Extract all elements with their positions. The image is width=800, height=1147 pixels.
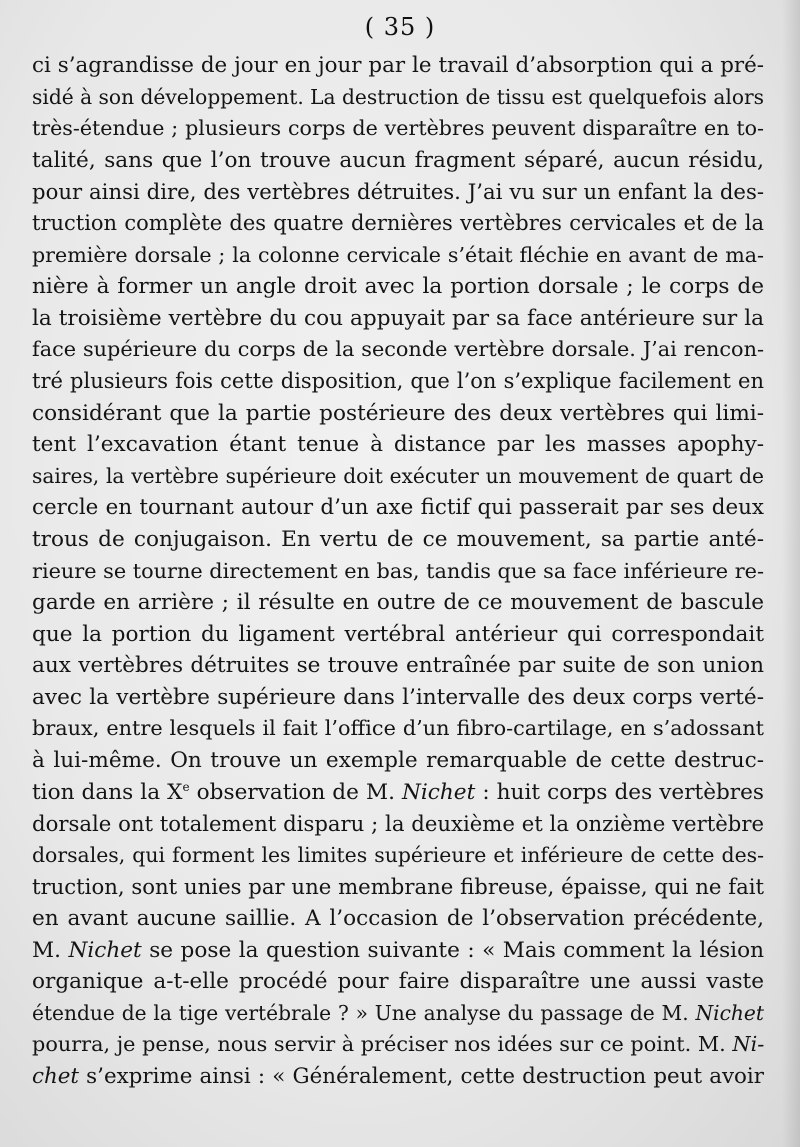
text-line: [32, 334, 764, 366]
text-line: [32, 966, 764, 998]
text-segment: M.: [32, 937, 69, 963]
text-segment: tion dans la X: [32, 779, 183, 805]
text-line: [32, 745, 764, 777]
italic-name: chet: [32, 1064, 80, 1089]
text-line: [32, 303, 764, 335]
text-line: [32, 808, 764, 840]
italic-name: Nichet: [695, 1000, 764, 1025]
text-segment: tent l’excavation étant tenue à distance par les masses apophy-: [32, 432, 764, 458]
text-line: [32, 587, 764, 619]
text-line: [32, 998, 764, 1030]
text-line: [32, 113, 764, 145]
text-line: [32, 682, 764, 714]
text-segment: trous de conjugaison. En vertu de ce mouvement, sa partie anté-: [32, 526, 764, 552]
superscript: e: [182, 779, 190, 794]
text-line: [32, 208, 764, 240]
text-line: [32, 713, 764, 745]
text-segment: tré plusieurs fois cette disposition, que l’on s’explique facilement en: [32, 368, 764, 393]
text-line: [32, 871, 764, 903]
text-segment: cercle en tournant autour d’un axe fictif qui passerait par ses deux: [32, 495, 764, 521]
text-segment: sidé à son développement. La destruction de tissu est quelquefois alors: [32, 84, 764, 109]
text-line: [32, 240, 764, 272]
text-segment: dorsales, qui forment les limites supérieure et inférieure de cette des-: [32, 842, 764, 867]
text-line: [32, 777, 764, 809]
italic-name: Nichet: [68, 937, 142, 963]
text-line: [32, 556, 764, 588]
text-segment: talité, sans que l’on trouve aucun fragment séparé, aucun résidu,: [32, 147, 764, 173]
text-line: [32, 429, 764, 461]
text-segment: organique a-t-elle procédé pour faire disparaître une aussi vaste: [32, 969, 764, 995]
text-segment: garde en arrière ; il résulte en outre de ce mouvement de bascule: [32, 590, 764, 616]
text-line: [32, 176, 764, 208]
text-segment: considérant que la partie postérieure des deux vertèbres qui limi-: [32, 400, 764, 426]
text-segment: aux vertèbres détruites se trouve entraînée par suite de son union: [32, 653, 764, 679]
text-segment: à lui-même. On trouve un exemple remarquable de cette destruc-: [32, 748, 764, 774]
text-segment: observation de M.: [189, 779, 402, 805]
text-line: [32, 366, 764, 398]
text-segment: très-étendue ; plusieurs corps de vertèbres peuvent disparaître en to-: [32, 116, 764, 141]
text-line: [32, 271, 764, 303]
text-segment: première dorsale ; la colonne cervicale s’était fléchie en avant de ma-: [32, 242, 764, 267]
text-line: [32, 492, 764, 524]
text-segment: étendue de la tige vertébrale ? » Une analyse du passage de M.: [32, 1000, 696, 1025]
text-segment: pour ainsi dire, des vertèbres détruites. J’ai vu sur un enfant la des-: [32, 179, 764, 205]
text-line: [32, 524, 764, 556]
text-segment: rieure se tourne directement en bas, tandis que sa face inférieure re-: [32, 558, 764, 583]
text-segment: : huit corps des vertèbres: [475, 779, 764, 805]
text-line: [32, 903, 764, 935]
text-segment: pourra, je pense, nous servir à préciser nos idées sur ce point. M.: [32, 1032, 733, 1057]
text-segment: nière à former un angle droit avec la portion dorsale ; le corps de: [32, 274, 764, 300]
text-line: [32, 461, 764, 493]
text-segment: truction, sont unies par une membrane fibreuse, épaisse, qui ne fait: [32, 874, 764, 900]
text-line: [32, 1029, 764, 1061]
text-segment: la troisième vertèbre du cou appuyait par sa face antérieure sur la: [32, 305, 764, 331]
text-segment: que la portion du ligament vertébral antérieur qui correspondait: [32, 621, 764, 647]
text-segment: face supérieure du corps de la seconde vertèbre dorsale. J’ai rencon-: [32, 337, 764, 362]
text-segment: se pose la question suivante : « Mais comment la lésion: [141, 937, 764, 963]
text-line: [32, 840, 764, 872]
page-number: ( 35 ): [364, 13, 436, 41]
text-line: [32, 398, 764, 430]
italic-name: Nichet: [402, 779, 476, 805]
text-segment: saires, la vertèbre supérieure doit exécuter un mouvement de quart de: [32, 463, 764, 488]
text-segment: ci s’agrandisse de jour en jour par le travail d’absorption qui a pré-: [32, 53, 764, 78]
page-edge-shadow: [782, 0, 800, 1147]
text-segment: truction complète des quatre dernières vertèbres cervicales et de la: [32, 210, 764, 235]
text-segment: braux, entre lesquels il fait l’office d’un fibro-cartilage, en s’adossant: [32, 716, 764, 741]
text-line: [32, 1061, 764, 1093]
text-segment: avec la vertèbre supérieure dans l’intervalle des deux corps verté-: [32, 684, 764, 710]
italic-name: Ni-: [732, 1032, 765, 1057]
text-line: [32, 145, 764, 177]
text-segment: en avant aucune saillie. A l’occasion de l’observation précédente,: [32, 906, 764, 932]
text-line: [32, 935, 764, 967]
body-text: [32, 50, 764, 1093]
text-line: [32, 650, 764, 682]
text-line: [32, 82, 764, 114]
text-segment: s’exprime ainsi : « Généralement, cette destruction peut avoir: [79, 1064, 764, 1089]
text-line: [32, 619, 764, 651]
text-line: [32, 50, 764, 82]
text-segment: dorsale ont totalement disparu ; la deuxième et la onzième vertèbre: [32, 811, 764, 837]
